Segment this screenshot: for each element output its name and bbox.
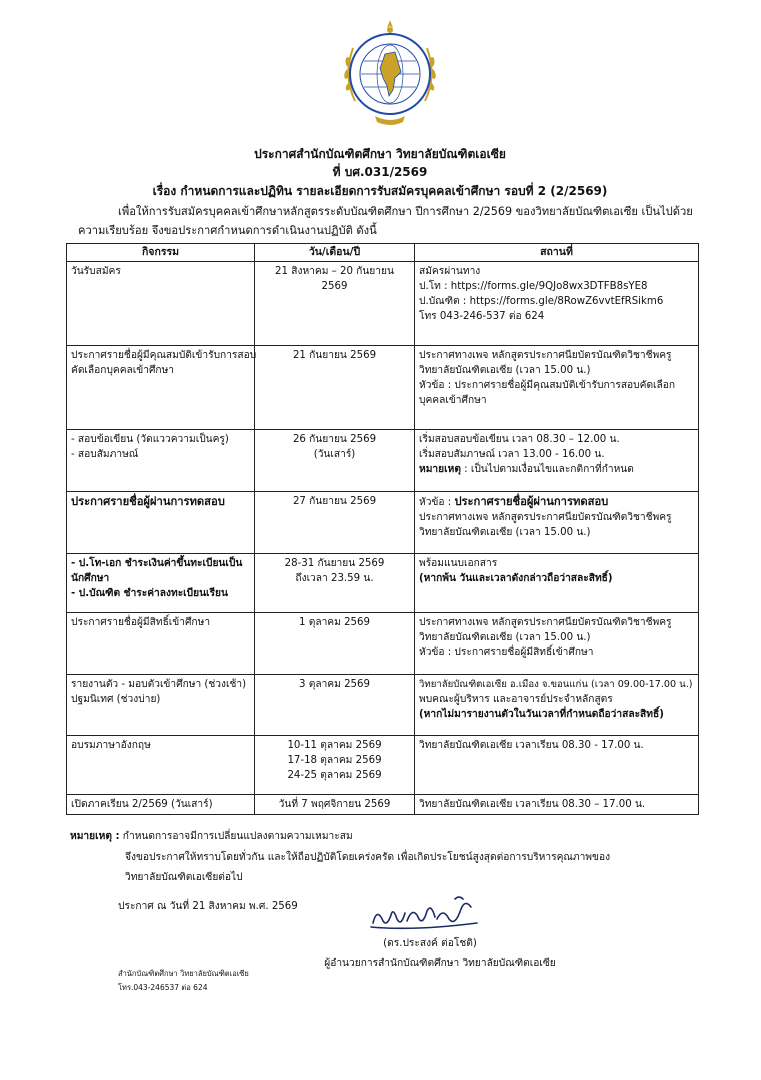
date-cell — [255, 736, 415, 795]
signer-name: (ดร.ประสงค์ ต่อโชติ) — [383, 938, 477, 949]
table-row — [67, 736, 699, 795]
place-cell — [415, 492, 699, 554]
place-heading-text: ประกาศรายชื่อผู้ผ่านการทดสอบ — [454, 495, 609, 508]
place-text: หัวข้อ : ประกาศรายชื่อผู้มีสิทธิ์เข้าศึกษา — [419, 647, 594, 658]
place-text: ประกาศทางเพจ หลักสูตรประกาศนียบัตรบัณฑิตวิชาชีพครู — [419, 512, 672, 523]
date-text: 21 สิงหาคม – 20 กันยายน — [275, 266, 394, 277]
place-cell — [415, 554, 699, 613]
note-text: กำหนดการอาจมีการเปลี่ยนแปลงตามความเหมาะสม — [119, 831, 353, 842]
footer-phone: โทร.043-246537 ต่อ 624 — [118, 983, 208, 992]
date-text: 28-31 กันยายน 2569 — [284, 558, 385, 569]
date-text: 24-25 ตุลาคม 2569 — [287, 770, 382, 781]
announcement-subject: เรื่อง กำหนดการและปฏิทิน รายละเอียดการรับสมัครบุคคลเข้าศึกษา รอบที่ 2 (2/2569) — [152, 184, 608, 198]
activity-text: - สอบสัมภาษณ์ — [71, 449, 139, 460]
note-label: หมายเหตุ : — [70, 831, 120, 842]
place-cell — [415, 795, 699, 815]
table-row — [67, 346, 699, 430]
date-cell — [255, 554, 415, 613]
place-cell — [415, 430, 699, 492]
masters-form-link[interactable]: ป.โท : https://forms.gle/9QJo8wx3DTFB8sYE8 — [419, 281, 648, 292]
place-warning: (หากพ้น วันและเวลาดังกล่าวถือว่าสละสิทธิ์) — [419, 573, 613, 584]
note-line-3: วิทยาลัยบัณฑิตเอเซียต่อไป — [125, 872, 243, 883]
activity-text: - ป.โท-เอก ชำระเงินค่าขึ้นทะเบียนเป็น — [71, 558, 243, 569]
announcement-issuer: ประกาศสำนักบัณฑิตศึกษา วิทยาลัยบัณฑิตเอเซีย — [254, 147, 506, 161]
activity-text: อบรมภาษาอังกฤษ — [71, 740, 151, 751]
activity-text: ประกาศรายชื่อผู้มีคุณสมบัติเข้ารับการสอบ — [71, 350, 257, 361]
activity-text: นักศึกษา — [71, 573, 110, 584]
date-cell — [255, 492, 415, 554]
date-cell — [255, 795, 415, 815]
activity-cell — [67, 675, 255, 736]
date-text: 27 กันยายน 2569 — [292, 496, 377, 507]
place-warning: (หากไม่มารายงานตัวในวันเวลาที่กำหนดถือว่าสละสิทธิ์) — [419, 709, 664, 720]
table-row — [67, 795, 699, 815]
footer-office: สำนักบัณฑิตศึกษา วิทยาลัยบัณฑิตเอเซีย — [118, 969, 249, 978]
intro-line-2: ความเรียบร้อย จึงขอประกาศกำหนดการดำเนินงานปฏิบัติ ดังนี้ — [78, 224, 377, 237]
signer-title: ผู้อำนวยการสำนักบัณฑิตศึกษา วิทยาลัยบัณฑิตเอเซีย — [324, 958, 556, 969]
place-text: วิทยาลัยบัณฑิตเอเซีย (เวลา 15.00 น.) — [419, 632, 591, 643]
handwritten-signature — [365, 893, 485, 933]
table-row — [67, 262, 699, 346]
place-note — [419, 462, 694, 477]
table-row — [67, 675, 699, 736]
date-text: 1 ตุลาคม 2569 — [299, 617, 370, 628]
place-note-label: หมายเหตุ — [419, 464, 461, 475]
activity-text: คัดเลือกบุคคลเข้าศึกษา — [71, 365, 175, 376]
place-text: ประกาศทางเพจ หลักสูตรประกาศนียบัตรบัณฑิตวิชาชีพครู — [419, 350, 672, 361]
place-text: ประกาศทางเพจ หลักสูตรประกาศนียบัตรบัณฑิตวิชาชีพครู — [419, 617, 672, 628]
date-text: 2569 — [321, 281, 348, 292]
place-cell — [415, 613, 699, 675]
place-note-text: : เป็นไปตามเงื่อนไขและกติกาที่กำหนด — [460, 464, 634, 475]
table-row — [67, 613, 699, 675]
column-header-place: สถานที่ — [415, 244, 699, 262]
date-text: (วันเสาร์) — [313, 449, 356, 460]
place-cell — [415, 675, 699, 736]
place-text: วิทยาลัยบัณฑิตเอเซีย เวลาเรียน 08.30 – 17.00 น. — [419, 799, 646, 810]
date-text: 10-11 ตุลาคม 2569 — [287, 740, 382, 751]
activity-cell — [67, 346, 255, 430]
table-row — [67, 554, 699, 613]
schedule-table — [66, 243, 699, 815]
column-header-activity: กิจกรรม — [67, 244, 255, 262]
date-text: 26 กันยายน 2569 — [292, 434, 377, 445]
date-cell — [255, 613, 415, 675]
date-text: 17-18 ตุลาคม 2569 — [287, 755, 382, 766]
activity-text: รายงานตัว - มอบตัวเข้าศึกษา (ช่วงเช้า) — [71, 679, 247, 690]
place-cell — [415, 736, 699, 795]
intro-line-1: เพื่อให้การรับสมัครบุคคลเข้าศึกษาหลักสูตรระดับบัณฑิตศึกษา ปีการศึกษา 2/2569 ของวิทยาลัยบัณฑิตเอเซีย เป็นไปด้วย — [118, 205, 693, 218]
place-text: วิทยาลัยบัณฑิตเอเซีย (เวลา 15.00 น.) — [419, 527, 591, 538]
date-text: วันที่ 7 พฤศจิกายน 2569 — [278, 799, 391, 810]
activity-text: ประกาศรายชื่อผู้ผ่านการทดสอบ — [71, 495, 225, 508]
activity-cell — [67, 736, 255, 795]
place-text: วิทยาลัยบัณฑิตเอเซีย อ.เมือง จ.ขอนแก่น (เวลา 09.00-17.00 น.) — [419, 679, 693, 690]
graduate-diploma-form-link[interactable]: ป.บัณฑิต : https://forms.gle/8RowZ6vvtEfRSikm6 — [419, 296, 664, 307]
table-header-row — [67, 244, 699, 262]
activity-text: วันรับสมัคร — [71, 266, 121, 277]
activity-cell — [67, 795, 255, 815]
table-row — [67, 430, 699, 492]
note-line-1 — [70, 829, 353, 844]
place-text: สมัครผ่านทาง — [419, 266, 481, 277]
activity-cell — [67, 613, 255, 675]
activity-cell — [67, 430, 255, 492]
activity-text: - ป.บัณฑิต ชำระค่าลงทะเบียนเรียน — [71, 588, 228, 599]
date-cell — [255, 346, 415, 430]
activity-text: ปฐมนิเทศ (ช่วงบ่าย) — [71, 694, 161, 705]
place-text: เริ่มสอบสัมภาษณ์ เวลา 13.00 - 16.00 น. — [419, 449, 605, 460]
place-cell — [415, 346, 699, 430]
place-text: หัวข้อ : ประกาศรายชื่อผู้มีคุณสมบัติเข้ารับการสอบคัดเลือก — [419, 380, 676, 391]
date-text: 3 ตุลาคม 2569 — [299, 679, 370, 690]
place-text: พร้อมแนบเอกสาร — [419, 558, 498, 569]
place-cell — [415, 262, 699, 346]
phone-number: โทร 043-246-537 ต่อ 624 — [419, 311, 545, 322]
place-text: บุคคลเข้าศึกษา — [419, 395, 487, 406]
place-heading — [419, 494, 694, 510]
activity-cell — [67, 262, 255, 346]
date-text: ถึงเวลา 23.59 น. — [295, 573, 374, 584]
place-text: วิทยาลัยบัณฑิตเอเซีย (เวลา 15.00 น.) — [419, 365, 591, 376]
table-row — [67, 492, 699, 554]
place-heading-label: หัวข้อ : — [419, 497, 455, 508]
activity-cell — [67, 492, 255, 554]
place-text: เริ่มสอบสอบข้อเขียน เวลา 08.30 – 12.00 น. — [419, 434, 620, 445]
column-header-date: วัน/เดือน/ปี — [255, 244, 415, 262]
announcement-number: ที่ บศ.031/2569 — [332, 165, 428, 179]
date-text: 21 กันยายน 2569 — [292, 350, 377, 361]
activity-cell — [67, 554, 255, 613]
activity-text: ประกาศรายชื่อผู้มีสิทธิ์เข้าศึกษา — [71, 617, 211, 628]
announcement-date: ประกาศ ณ วันที่ 21 สิงหาคม พ.ศ. 2569 — [118, 901, 298, 912]
place-text: พบคณะผู้บริหาร และอาจารย์ประจำหลักสูตร — [419, 694, 613, 705]
activity-text: เปิดภาคเรียน 2/2569 (วันเสาร์) — [71, 799, 213, 810]
date-cell — [255, 430, 415, 492]
date-cell — [255, 262, 415, 346]
place-text: วิทยาลัยบัณฑิตเอเซีย เวลาเรียน 08.30 - 17.00 น. — [419, 740, 644, 751]
college-seal-logo — [335, 16, 445, 136]
note-line-2: จึงขอประกาศให้ทราบโดยทั่วกัน และให้ถือปฏิบัติโดยเคร่งครัด เพื่อเกิดประโยชน์สูงสุดต่อการบริหารคุณภาพของ — [125, 852, 611, 863]
date-cell — [255, 675, 415, 736]
activity-text: - สอบข้อเขียน (วัดแววความเป็นครู) — [71, 434, 229, 445]
